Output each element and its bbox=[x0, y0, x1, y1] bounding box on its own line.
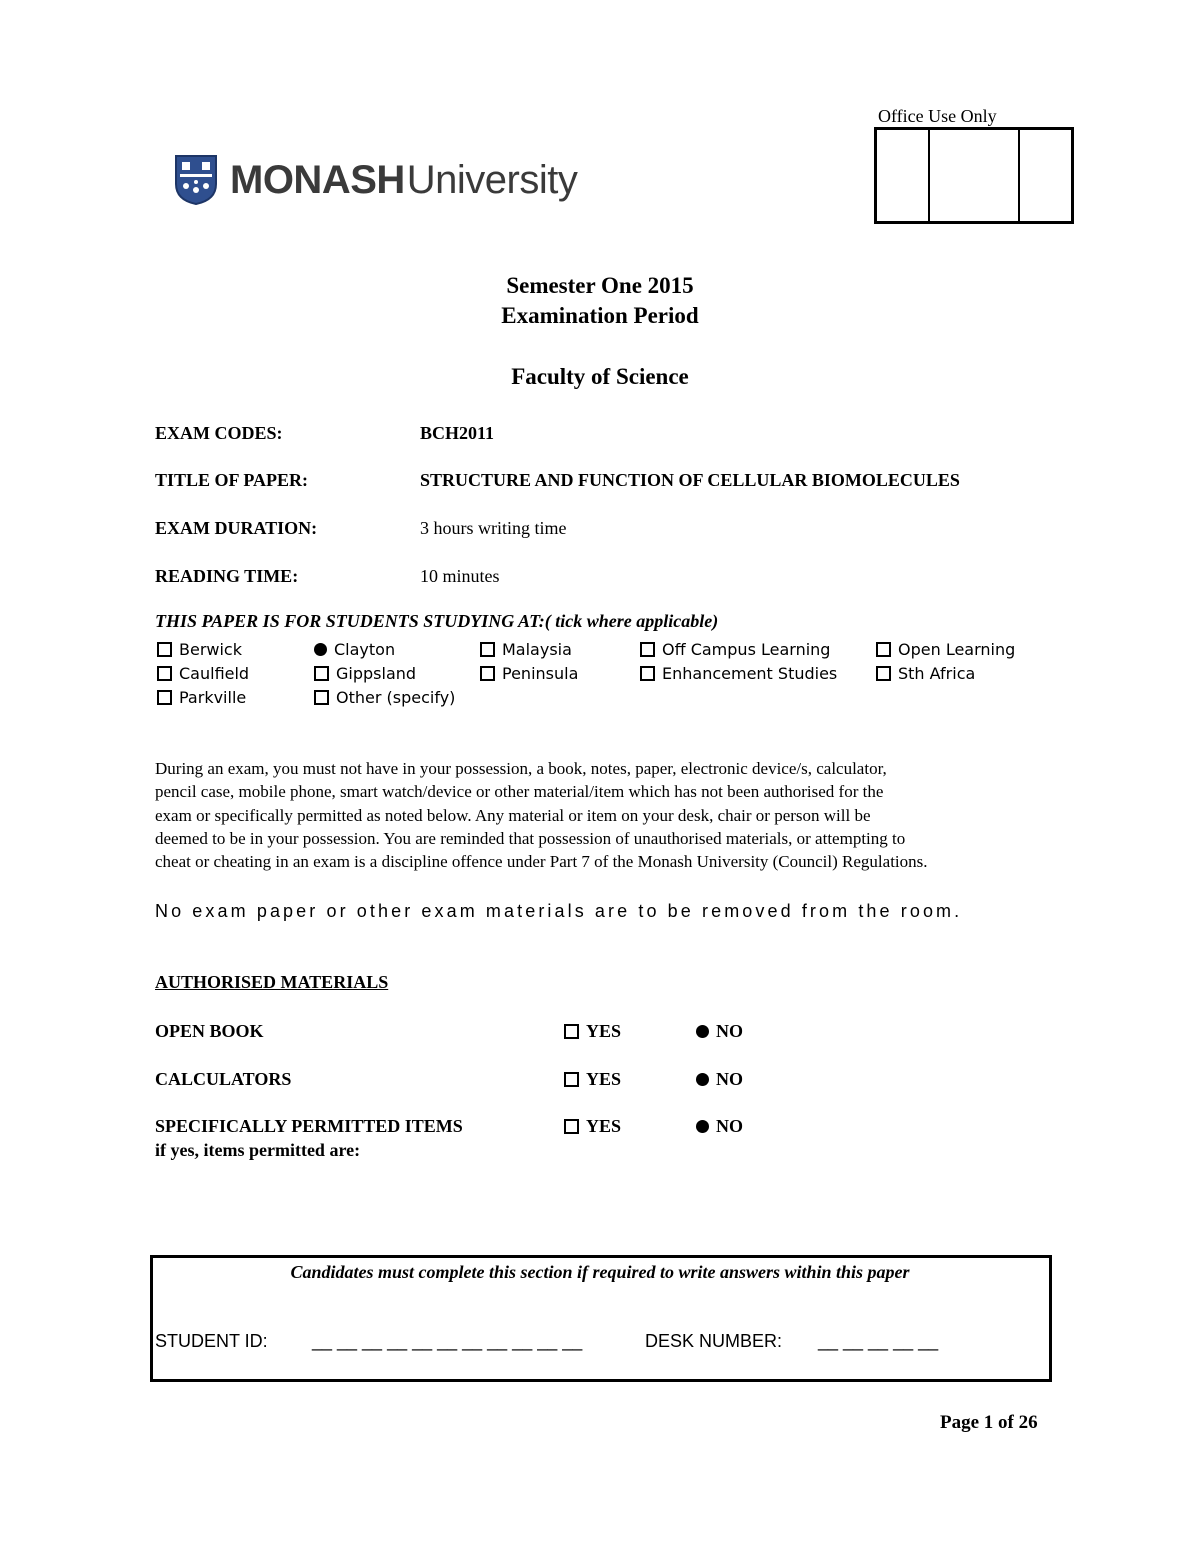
checked-dot-icon[interactable] bbox=[696, 1025, 709, 1038]
campus-label: Peninsula bbox=[502, 664, 579, 683]
crest-icon bbox=[174, 154, 218, 206]
campus-option-clayton[interactable] bbox=[314, 640, 395, 659]
campus-label: Sth Africa bbox=[898, 664, 976, 683]
title-of-paper-label: TITLE OF PAPER: bbox=[155, 470, 309, 490]
yes-label: YES bbox=[586, 1021, 622, 1041]
campus-option-berwick[interactable] bbox=[157, 640, 242, 659]
authorised-materials-heading: AUTHORISED MATERIALS bbox=[155, 972, 389, 992]
checkbox-icon[interactable] bbox=[640, 666, 655, 681]
checkbox-icon[interactable] bbox=[640, 642, 655, 657]
logo-monash-text: MONASH bbox=[230, 157, 405, 202]
desk-number-field[interactable]: __ __ __ __ __ bbox=[818, 1331, 939, 1351]
desk-number-label: DESK NUMBER: bbox=[645, 1331, 783, 1351]
rules-line: exam or specifically permitted as noted below. Any material or item on your desk, chair or person will be bbox=[155, 805, 871, 825]
no-remove-notice: No exam paper or other exam materials are to be removed from the room. bbox=[155, 901, 963, 921]
permitted-items-label: SPECIFICALLY PERMITTED ITEMS bbox=[155, 1116, 463, 1136]
reading-time-label: READING TIME: bbox=[155, 566, 299, 586]
campus-label: Enhancement Studies bbox=[662, 664, 838, 683]
checked-dot-icon[interactable] bbox=[696, 1073, 709, 1086]
open-book-no[interactable] bbox=[696, 1021, 743, 1042]
campus-option-gippsland[interactable] bbox=[314, 664, 416, 683]
calculators-no[interactable] bbox=[696, 1069, 743, 1090]
logo-university-text: University bbox=[406, 157, 578, 202]
campus-option-sth-africa[interactable] bbox=[876, 664, 975, 683]
checkbox-icon[interactable] bbox=[157, 666, 172, 681]
campus-label: Malaysia bbox=[502, 640, 572, 659]
campus-label: Other (specify) bbox=[336, 688, 456, 707]
campus-option-malaysia[interactable] bbox=[480, 640, 572, 659]
checkbox-icon[interactable] bbox=[157, 642, 172, 657]
campus-heading: THIS PAPER IS FOR STUDENTS STUDYING AT:( tick where applicable) bbox=[155, 611, 719, 631]
office-cell bbox=[877, 130, 930, 221]
semester-title: Semester One 2015 bbox=[506, 273, 694, 298]
campus-label: Parkville bbox=[179, 688, 247, 707]
office-cell bbox=[930, 130, 1020, 221]
permitted-items-yes[interactable] bbox=[564, 1116, 621, 1137]
yes-label: YES bbox=[586, 1069, 622, 1089]
rules-line: cheat or cheating in an exam is a discipline offence under Part 7 of the Monash University (Council) Regulations. bbox=[155, 852, 928, 872]
campus-label: Berwick bbox=[179, 640, 242, 659]
rules-line: deemed to be in your possession. You are reminded that possession of unauthorised materials, or attempting to bbox=[155, 828, 906, 848]
permitted-items-sublabel: if yes, items permitted are: bbox=[155, 1140, 361, 1160]
campus-option-caulfield[interactable] bbox=[157, 664, 249, 683]
checkbox-icon[interactable] bbox=[157, 690, 172, 705]
rules-line: During an exam, you must not have in your possession, a book, notes, paper, electronic device/s, calculator, bbox=[155, 759, 887, 778]
title-of-paper-value: STRUCTURE AND FUNCTION OF CELLULAR BIOMOLECULES bbox=[420, 470, 960, 490]
no-label: NO bbox=[716, 1069, 743, 1089]
reading-time-value: 10 minutes bbox=[420, 566, 500, 586]
calculators-yes[interactable] bbox=[564, 1069, 621, 1090]
calculators-label: CALCULATORS bbox=[155, 1069, 292, 1089]
exam-codes-label: EXAM CODES: bbox=[155, 423, 283, 443]
student-id-field[interactable]: __ __ __ __ __ __ __ __ __ __ __ bbox=[312, 1331, 583, 1351]
checkbox-icon[interactable] bbox=[480, 666, 495, 681]
campus-option-peninsula[interactable] bbox=[480, 664, 578, 683]
office-cell bbox=[1020, 130, 1071, 221]
checkbox-icon[interactable] bbox=[564, 1072, 579, 1087]
exam-duration-value: 3 hours writing time bbox=[420, 518, 567, 538]
campus-option-off-campus[interactable] bbox=[640, 640, 830, 659]
campus-option-parkville[interactable] bbox=[157, 688, 246, 707]
checked-dot-icon[interactable] bbox=[314, 643, 327, 656]
checkbox-icon[interactable] bbox=[876, 666, 891, 681]
campus-label: Gippsland bbox=[336, 664, 417, 683]
campus-option-enhancement[interactable] bbox=[640, 664, 837, 683]
checkbox-icon[interactable] bbox=[314, 666, 329, 681]
checked-dot-icon[interactable] bbox=[696, 1120, 709, 1133]
checkbox-icon[interactable] bbox=[876, 642, 891, 657]
page-number: Page 1 of 26 bbox=[940, 1412, 1038, 1433]
no-label: NO bbox=[716, 1021, 743, 1041]
checkbox-icon[interactable] bbox=[564, 1119, 579, 1134]
open-book-label: OPEN BOOK bbox=[155, 1021, 264, 1041]
campus-option-other[interactable] bbox=[314, 688, 455, 707]
rules-paragraph bbox=[155, 757, 1045, 873]
rules-line: pencil case, mobile phone, smart watch/device or other material/item which has not been authorised for the bbox=[155, 782, 884, 802]
office-use-label: Office Use Only bbox=[878, 106, 997, 126]
open-book-yes[interactable] bbox=[564, 1021, 621, 1042]
faculty-title: Faculty of Science bbox=[511, 364, 689, 389]
campus-option-open-learning[interactable] bbox=[876, 640, 1015, 659]
no-label: NO bbox=[716, 1116, 743, 1136]
yes-label: YES bbox=[586, 1116, 622, 1136]
checkbox-icon[interactable] bbox=[314, 690, 329, 705]
exam-period-title: Examination Period bbox=[501, 303, 699, 328]
campus-label: Clayton bbox=[334, 640, 396, 659]
checkbox-icon[interactable] bbox=[564, 1024, 579, 1039]
monash-logo bbox=[174, 152, 577, 208]
candidate-section-title: Candidates must complete this section if required to write answers within this paper bbox=[290, 1262, 910, 1282]
exam-codes-value: BCH2011 bbox=[420, 423, 495, 443]
permitted-items-no[interactable] bbox=[696, 1116, 743, 1137]
checkbox-icon[interactable] bbox=[480, 642, 495, 657]
campus-label: Off Campus Learning bbox=[662, 640, 831, 659]
exam-duration-label: EXAM DURATION: bbox=[155, 518, 318, 538]
campus-label: Caulfield bbox=[179, 664, 250, 683]
student-id-label: STUDENT ID: bbox=[155, 1331, 268, 1351]
office-use-box bbox=[874, 127, 1074, 224]
campus-label: Open Learning bbox=[898, 640, 1016, 659]
